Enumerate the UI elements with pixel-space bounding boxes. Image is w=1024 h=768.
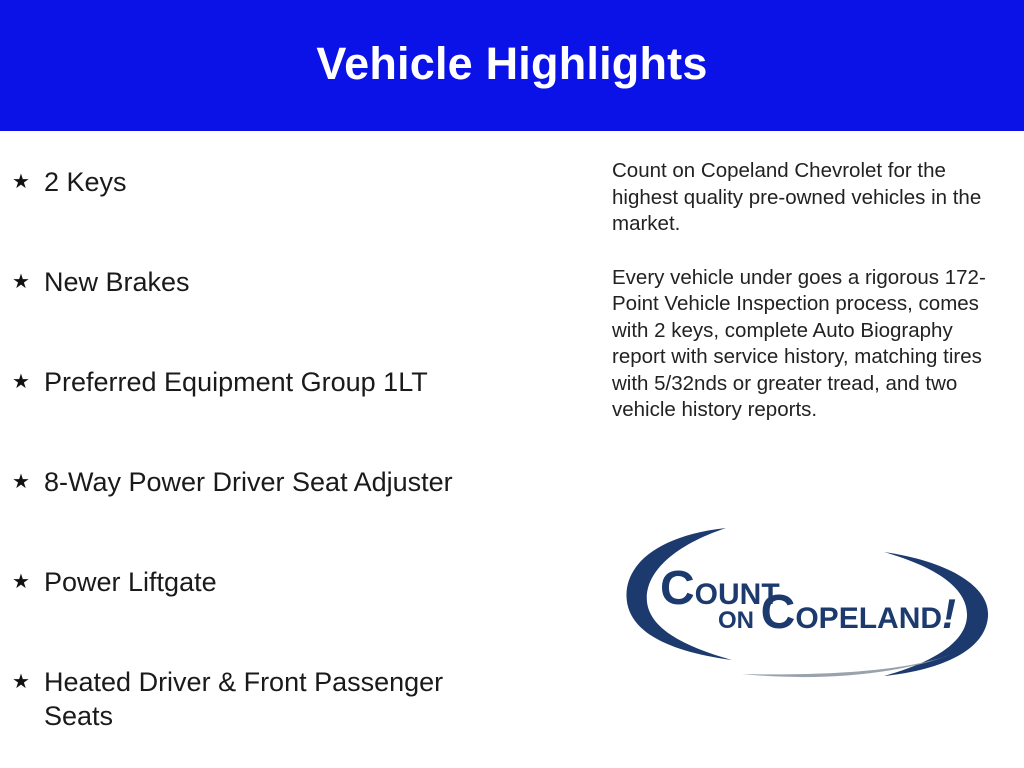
highlight-label: 2 Keys bbox=[44, 167, 127, 197]
description-paragraph-1: Count on Copeland Chevrolet for the highest quality pre-owned vehicles in the market. bbox=[612, 159, 982, 235]
star-icon: ★ bbox=[12, 271, 30, 293]
star-icon: ★ bbox=[12, 471, 30, 493]
header-banner bbox=[0, 0, 1024, 131]
dealer-description bbox=[612, 158, 1008, 424]
star-icon: ★ bbox=[12, 371, 30, 393]
list-item bbox=[12, 360, 532, 460]
count-on-copeland-logo bbox=[622, 524, 992, 680]
list-item bbox=[12, 460, 532, 560]
description-paragraph-2: Every vehicle under goes a rigorous 172-Point Vehicle Inspection process, comes with 2 keys, complete Auto Biography report with service history, matching tires with 5/32nds or greater tread, and two vehicle history reports. bbox=[612, 265, 986, 421]
list-item bbox=[12, 160, 532, 260]
svg-text:COUNT: COUNT bbox=[660, 562, 780, 615]
highlight-label: 8-Way Power Driver Seat Adjuster bbox=[44, 467, 453, 497]
highlight-label: Heated Driver & Front Passenger Seats bbox=[44, 667, 444, 731]
star-icon: ★ bbox=[12, 571, 30, 593]
highlight-label: New Brakes bbox=[44, 267, 190, 297]
highlight-label: Power Liftgate bbox=[44, 567, 217, 597]
star-icon: ★ bbox=[12, 671, 30, 693]
svg-text:ON COPELAND!: ON COPELAND! bbox=[718, 586, 957, 639]
list-item bbox=[12, 560, 532, 660]
highlight-label: Preferred Equipment Group 1LT bbox=[44, 367, 428, 397]
list-item bbox=[12, 660, 532, 760]
list-item bbox=[12, 260, 532, 360]
highlights-list bbox=[12, 160, 532, 760]
page-title: Vehicle Highlights bbox=[316, 37, 708, 89]
star-icon: ★ bbox=[12, 171, 30, 193]
